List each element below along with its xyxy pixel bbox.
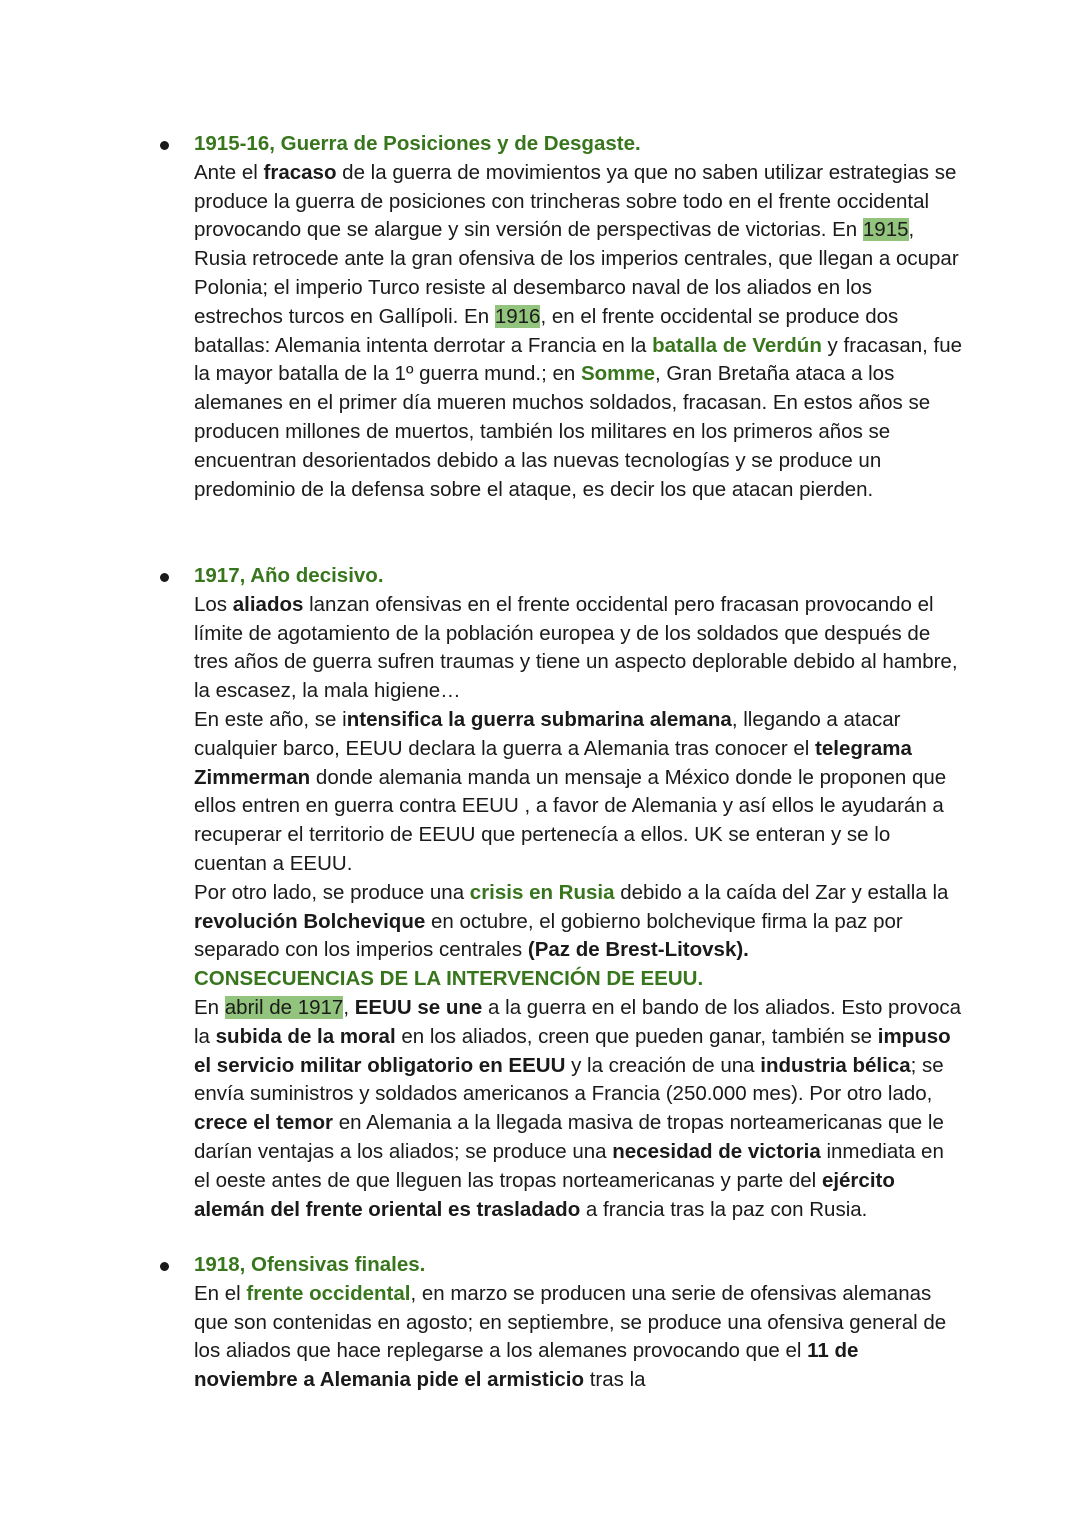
emphasized-text: CONSECUENCIAS DE LA INTERVENCIÓN DE EEUU.	[194, 967, 704, 991]
emphasized-text: crisis en Rusia	[469, 880, 615, 904]
section-heading: 1915-16, Guerra de Posiciones y de Desgaste.	[194, 132, 641, 155]
emphasized-text: frente occidental	[246, 1281, 411, 1305]
paragraph	[194, 879, 964, 965]
bullet-icon	[160, 141, 169, 150]
section-heading: 1917, Año decisivo.	[194, 564, 384, 587]
section-1918	[194, 1251, 964, 1395]
text-run: , en marzo se producen una serie de ofensivas alemanas que son contenidas en agosto; en septiembre, se produce una ofensiva general de los aliados que hace replegarse a los alemanes provocando que el	[194, 1281, 947, 1363]
emphasized-text: telegrama Zimmerman	[194, 736, 912, 789]
paragraph	[194, 706, 964, 879]
emphasized-text: EEUU se une	[354, 995, 483, 1019]
text-run: y la creación de una	[565, 1053, 761, 1077]
emphasized-text: revolución Bolchevique	[194, 909, 426, 933]
text-run: , en el frente occidental se produce dos batallas: Alemania intenta derrotar a Francia en la	[194, 304, 899, 357]
paragraph	[194, 965, 964, 994]
emphasized-text: fracaso	[263, 160, 337, 184]
emphasized-text: ejército alemán del frente oriental es trasladado	[194, 1168, 895, 1221]
text-run: lanzan ofensivas en el frente occidental pero fracasan provocando el límite de agotamiento de la población europea y de los soldados que después de tres años de guerra sufren traumas y tiene un aspecto deplorable debido al hambre, la escasez, la mala higiene…	[194, 592, 958, 703]
text-run: debido a la caída del Zar y estalla la	[614, 880, 949, 904]
text-run: Los	[194, 592, 233, 616]
paragraph	[194, 1280, 964, 1395]
section-body	[194, 1280, 964, 1395]
paragraph	[194, 994, 964, 1224]
text-run: ; se envía suministros y soldados americanos a Francia (250.000 mes). Por otro lado,	[194, 1053, 944, 1106]
section-body	[194, 591, 964, 1225]
text-run: Por otro lado, se produce una	[194, 880, 470, 904]
text-run: Ante el	[194, 160, 264, 184]
emphasized-text: 11 de noviembre a Alemania pide el armisticio	[194, 1339, 859, 1392]
highlighted-text: abril de 1917	[224, 995, 344, 1019]
text-run: inmediata en el oeste antes de que lleguen las tropas norteamericanas y parte del	[194, 1139, 944, 1192]
paragraph	[194, 159, 964, 505]
text-run: donde alemania manda un mensaje a México donde le proponen que ellos entren en guerra contra EEUU , a favor de Alemania y así ellos le ayudarán a recuperar el territorio de EEUU que pertenecía a ellos. UK se enteran y se lo cuentan a EEUU.	[194, 765, 947, 875]
text-run: de la guerra de movimientos ya que no saben utilizar estrategias se produce la guerra de posiciones con trincheras sobre todo en el frente occidental provocando que se alargue y sin versión de perspectivas de victorias. En	[194, 160, 957, 242]
emphasized-text: industria bélica	[760, 1053, 911, 1077]
emphasized-text: ntensifica la guerra submarina alemana	[346, 707, 732, 731]
text-run: a la guerra en el bando de los aliados. Esto provoca la	[194, 995, 961, 1048]
paragraph	[194, 591, 964, 706]
text-run: en octubre, el gobierno bolchevique firma la paz por separado con los imperios centrales	[194, 909, 903, 962]
text-run: , Rusia retrocede ante la gran ofensiva de los imperios centrales, que llegan a ocupar Polonia; el imperio Turco resiste al desembarco naval de los aliados en los estrechos turcos en Gallípoli. En	[194, 218, 959, 328]
section-body	[194, 159, 964, 505]
text-run: , Gran Bretaña ataca a los alemanes en el primer día mueren muchos soldados, fracasan. En estos años se producen millones de muertos, también los militares en los primeros años se encuentran desorientados debido a las nuevas tecnologías y se produce un predominio de la defensa sobre el ataque, es decir los que atacan pierden.	[194, 362, 931, 501]
emphasized-text: necesidad de victoria	[612, 1139, 821, 1163]
emphasized-text: (Paz de Brest-Litovsk).	[527, 938, 749, 962]
bullet-icon	[160, 573, 169, 582]
text-run: a francia tras la paz con Rusia.	[580, 1197, 868, 1221]
emphasized-text: aliados	[232, 592, 304, 616]
emphasized-text: subida de la moral	[215, 1024, 396, 1048]
emphasized-text: batalla de Verdún	[652, 333, 822, 357]
section-1917	[194, 562, 964, 1224]
bullet-icon	[160, 1262, 169, 1271]
emphasized-text: impuso el servicio militar obligatorio en EEUU	[194, 1024, 951, 1077]
text-run: en los aliados, creen que pueden ganar, también se	[395, 1024, 878, 1048]
highlighted-text: 1916	[494, 304, 541, 328]
text-run: En	[194, 995, 225, 1019]
highlighted-text: 1915	[862, 218, 909, 242]
emphasized-text: crece el temor	[194, 1111, 334, 1135]
section-1915-16	[194, 130, 964, 504]
text-run: En este año, se i	[194, 707, 347, 731]
text-run: , llegando a atacar cualquier barco, EEUU declara la guerra a Alemania tras conocer el	[194, 707, 901, 760]
text-run: tras la	[584, 1368, 646, 1392]
text-run: y fracasan, fue la mayor batalla de la 1º guerra mund.; en	[194, 333, 963, 386]
text-run: ,	[343, 995, 355, 1019]
emphasized-text: Somme	[580, 362, 656, 386]
text-run: En el	[194, 1281, 247, 1305]
section-heading: 1918, Ofensivas finales.	[194, 1253, 426, 1276]
text-run: en Alemania a la llegada masiva de tropas norteamericanas que le darían ventajas a los aliados; se produce una	[194, 1111, 944, 1163]
